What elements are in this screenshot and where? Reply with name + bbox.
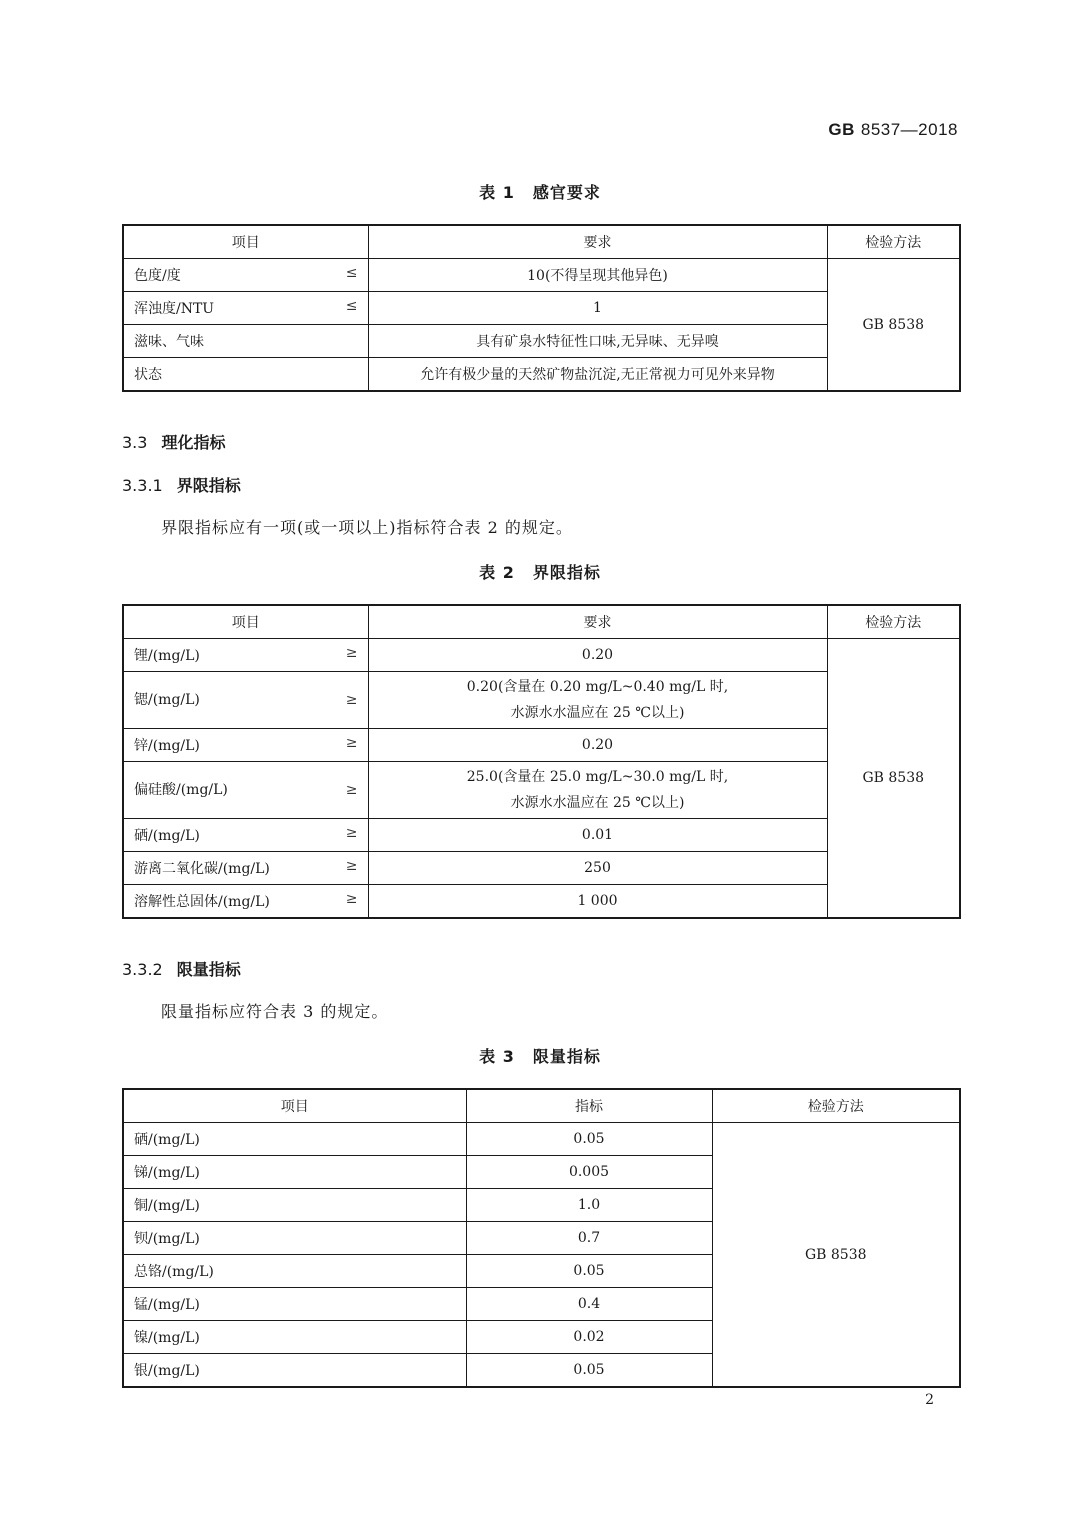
item-cell: 镍/(mg/L) bbox=[123, 1321, 466, 1354]
table2-title: 界限指标 bbox=[532, 563, 601, 582]
section-3-3-2-text: 限量指标应符合表 3 的规定。 bbox=[161, 1002, 389, 1021]
item-cell bbox=[123, 885, 368, 919]
section-3-3-2-heading bbox=[122, 957, 241, 980]
table3-title: 限量指标 bbox=[532, 1047, 601, 1066]
item-cell bbox=[123, 762, 368, 819]
table1-title: 感官要求 bbox=[532, 183, 601, 202]
requirement-cell: 250 bbox=[368, 852, 827, 885]
table-header-row bbox=[123, 225, 960, 259]
comparison-operator: ≤ bbox=[345, 265, 358, 281]
item-cell bbox=[123, 358, 368, 392]
indicator-cell: 0.02 bbox=[466, 1321, 712, 1354]
comparison-operator: ≥ bbox=[345, 825, 358, 841]
table2-number: 表 2 bbox=[479, 563, 515, 582]
section-3-3-1-text: 界限指标应有一项(或一项以上)指标符合表 2 的规定。 bbox=[161, 518, 573, 537]
item-cell bbox=[123, 729, 368, 762]
comparison-operator: ≥ bbox=[345, 692, 358, 708]
table1-number: 表 1 bbox=[479, 183, 515, 202]
table3-limit-indicators bbox=[122, 1088, 961, 1388]
method-cell: GB 8538 bbox=[712, 1123, 960, 1388]
item-name: 溶解性总固体/(mg/L) bbox=[134, 894, 270, 910]
indicator-cell: 1.0 bbox=[466, 1189, 712, 1222]
method-cell: GB 8538 bbox=[827, 639, 960, 919]
table-header-row bbox=[123, 605, 960, 639]
item-cell bbox=[123, 672, 368, 729]
item-cell: 总铬/(mg/L) bbox=[123, 1255, 466, 1288]
indicator-cell: 0.4 bbox=[466, 1288, 712, 1321]
item-cell bbox=[123, 819, 368, 852]
table3-number: 表 3 bbox=[479, 1047, 515, 1066]
comparison-operator: ≥ bbox=[345, 858, 358, 874]
table-row bbox=[123, 1123, 960, 1156]
table2-caption bbox=[0, 560, 1080, 583]
requirement-line: 25.0(含量在 25.0 mg/L~30.0 mg/L 时, bbox=[466, 769, 729, 785]
column-header-item: 项目 bbox=[123, 1089, 466, 1123]
item-cell bbox=[123, 292, 368, 325]
indicator-cell: 0.05 bbox=[466, 1123, 712, 1156]
requirement-line: 水源水水温应在 25 ℃以上) bbox=[510, 705, 685, 721]
indicator-cell: 0.005 bbox=[466, 1156, 712, 1189]
comparison-operator: ≥ bbox=[345, 782, 358, 798]
requirement-cell: 1 000 bbox=[368, 885, 827, 919]
comparison-operator: ≥ bbox=[345, 891, 358, 907]
item-cell bbox=[123, 325, 368, 358]
column-header-item: 项目 bbox=[123, 225, 368, 259]
requirement-cell bbox=[368, 672, 827, 729]
requirement-cell: 1 bbox=[368, 292, 827, 325]
comparison-operator: ≥ bbox=[345, 735, 358, 751]
table2-threshold-indicators bbox=[122, 604, 961, 919]
indicator-cell: 0.7 bbox=[466, 1222, 712, 1255]
table3-caption bbox=[0, 1044, 1080, 1067]
column-header-method: 检验方法 bbox=[827, 225, 960, 259]
section-number: 3.3.1 bbox=[122, 476, 163, 495]
item-cell: 铜/(mg/L) bbox=[123, 1189, 466, 1222]
standard-number: 8537—2018 bbox=[860, 120, 958, 139]
requirement-cell: 允许有极少量的天然矿物盐沉淀,无正常视力可见外来异物 bbox=[368, 358, 827, 392]
item-cell: 硒/(mg/L) bbox=[123, 1123, 466, 1156]
section-title: 理化指标 bbox=[161, 433, 226, 452]
requirement-line: 0.20(含量在 0.20 mg/L~0.40 mg/L 时, bbox=[466, 679, 729, 695]
table1-sensory-requirements bbox=[122, 224, 961, 392]
section-title: 界限指标 bbox=[176, 476, 241, 495]
requirement-cell bbox=[368, 762, 827, 819]
item-cell: 钡/(mg/L) bbox=[123, 1222, 466, 1255]
item-cell bbox=[123, 259, 368, 292]
section-title: 限量指标 bbox=[176, 960, 241, 979]
column-header-indicator: 指标 bbox=[466, 1089, 712, 1123]
indicator-cell: 0.05 bbox=[466, 1354, 712, 1388]
requirement-cell: 0.01 bbox=[368, 819, 827, 852]
item-name: 锌/(mg/L) bbox=[134, 738, 200, 754]
section-number: 3.3.2 bbox=[122, 960, 163, 979]
item-name: 状态 bbox=[134, 367, 162, 383]
item-name: 锂/(mg/L) bbox=[134, 648, 200, 664]
column-header-method: 检验方法 bbox=[827, 605, 960, 639]
item-name: 偏硅酸/(mg/L) bbox=[134, 782, 228, 798]
comparison-operator: ≥ bbox=[345, 645, 358, 661]
item-cell: 锑/(mg/L) bbox=[123, 1156, 466, 1189]
table-header-row bbox=[123, 1089, 960, 1123]
item-cell: 银/(mg/L) bbox=[123, 1354, 466, 1388]
item-name: 游离二氧化碳/(mg/L) bbox=[134, 861, 270, 877]
item-name: 浑浊度/NTU bbox=[134, 301, 215, 317]
section-3-3-heading bbox=[122, 430, 225, 453]
column-header-method: 检验方法 bbox=[712, 1089, 960, 1123]
requirement-cell: 具有矿泉水特征性口味,无异味、无异嗅 bbox=[368, 325, 827, 358]
item-cell bbox=[123, 852, 368, 885]
table1-caption bbox=[0, 180, 1080, 203]
table-row bbox=[123, 259, 960, 292]
comparison-operator: ≤ bbox=[345, 298, 358, 314]
item-name: 色度/度 bbox=[134, 268, 181, 284]
item-name: 锶/(mg/L) bbox=[134, 692, 200, 708]
standard-prefix: GB bbox=[828, 120, 855, 139]
column-header-requirement: 要求 bbox=[368, 605, 827, 639]
column-header-requirement: 要求 bbox=[368, 225, 827, 259]
column-header-item: 项目 bbox=[123, 605, 368, 639]
requirement-cell: 0.20 bbox=[368, 639, 827, 672]
section-3-3-1-heading bbox=[122, 473, 241, 496]
requirement-cell: 10(不得呈现其他异色) bbox=[368, 259, 827, 292]
standard-code bbox=[828, 120, 958, 140]
section-number: 3.3 bbox=[122, 433, 148, 452]
item-name: 滋味、气味 bbox=[134, 334, 204, 350]
item-cell: 锰/(mg/L) bbox=[123, 1288, 466, 1321]
requirement-cell: 0.20 bbox=[368, 729, 827, 762]
indicator-cell: 0.05 bbox=[466, 1255, 712, 1288]
requirement-line: 水源水水温应在 25 ℃以上) bbox=[510, 795, 685, 811]
table-row bbox=[123, 639, 960, 672]
item-name: 硒/(mg/L) bbox=[134, 828, 200, 844]
item-cell bbox=[123, 639, 368, 672]
method-cell: GB 8538 bbox=[827, 259, 960, 392]
page-number: 2 bbox=[925, 1392, 934, 1408]
